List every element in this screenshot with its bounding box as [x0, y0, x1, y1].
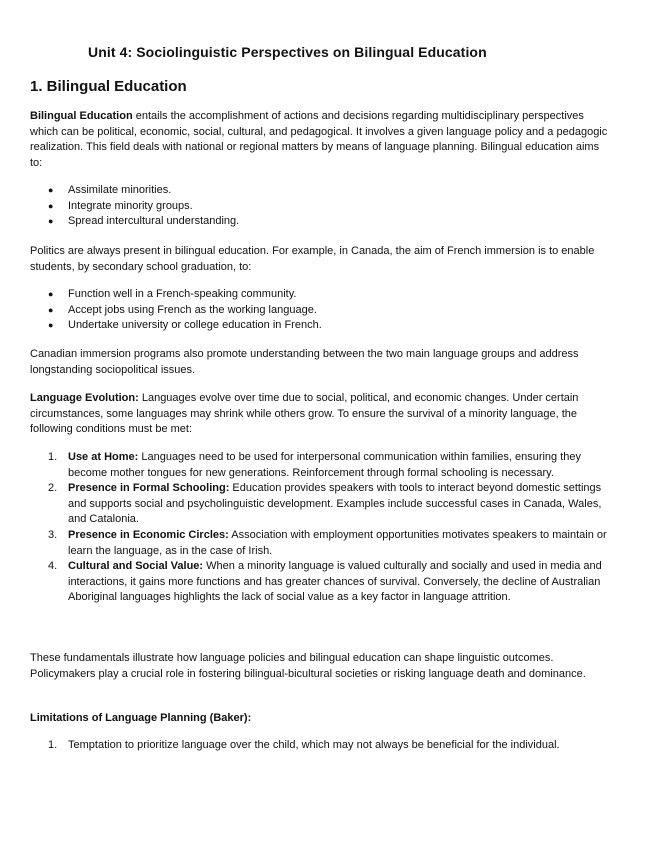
- conditions-list: [30, 450, 608, 606]
- condition-text: Education provides speakers with tools to interact beyond domestic settings and supports social and psycholinguistic development. Examples include successful cases in Canada, Wales, and Catalonia.: [68, 482, 602, 526]
- condition-term: Presence in Formal Schooling:: [68, 482, 230, 495]
- condition-text: Association with employment opportunities motivates speakers to maintain or learn the language, as in the case of Irish.: [68, 528, 607, 557]
- french-goals-list: [30, 287, 608, 334]
- limitations-heading: Limitations of Language Planning (Baker):: [30, 712, 252, 724]
- list-item: ● Undertake university or college education in French.: [30, 318, 608, 334]
- aims-list: [30, 183, 608, 230]
- section-heading: 1. Bilingual Education: [30, 78, 187, 95]
- condition-term: Presence in Economic Circles:: [68, 528, 229, 541]
- canadian-paragraph: Canadian immersion programs also promote understanding between the two main language groups and address longstanding sociopolitical issues.: [30, 348, 579, 376]
- list-item: [30, 559, 608, 606]
- intro-bold-term: Bilingual Education: [30, 110, 133, 122]
- politics-paragraph: Politics are always present in bilingual education. For example, in Canada, the aim of French immersion is to enable students, by secondary school graduation, to:: [30, 245, 595, 273]
- condition-term: Cultural and Social Value:: [68, 560, 204, 573]
- intro-text: entails the accomplishment of actions and decisions regarding multidisciplinary perspectives which can be political, economic, social, cultural, and pedagogical. It involves a given language policy and a pedagogic realization. This field deals with national or regional matters by means of language planning. Bilingual education aims to:: [30, 110, 608, 169]
- limitation-text: Temptation to prioritize language over the child, which may not always be beneficial for the individual.: [68, 739, 560, 751]
- list-item: [30, 450, 608, 481]
- item-number: 2.: [48, 482, 58, 495]
- evolution-bold-term: Language Evolution:: [30, 392, 139, 404]
- list-item: ● Accept jobs using French as the working language.: [30, 303, 608, 319]
- item-number: 1.: [48, 739, 58, 751]
- list-item: ● Spread intercultural understanding.: [30, 214, 608, 230]
- limitations-list: [30, 738, 608, 754]
- condition-term: Use at Home:: [68, 451, 139, 463]
- item-number: 3.: [48, 528, 58, 541]
- evolution-text: Languages evolve over time due to social, political, and economic changes. Under certain circumstances, some languages may shrink while others grow. To ensure the survival of a minority language, the following conditions must be met:: [30, 392, 579, 436]
- intro-paragraph: [30, 109, 610, 171]
- list-item: [30, 528, 608, 559]
- page-title: Unit 4: Sociolinguistic Perspectives on Bilingual Education: [88, 44, 487, 60]
- list-item: ● Integrate minority groups.: [30, 199, 608, 215]
- list-item: ● Function well in a French-speaking community.: [30, 287, 608, 303]
- evolution-paragraph: [30, 391, 610, 438]
- condition-text: When a minority language is valued culturally and socially and used in media and interactions, it gains more functions and has greater chances of survival. Conversely, the decline of Australian Aboriginal languages highlights the lack of social value as a key factor in language attrition.: [68, 560, 602, 604]
- item-number: 1.: [48, 451, 58, 463]
- list-item: ● Assimilate minorities.: [30, 183, 608, 199]
- condition-text: Languages need to be used for interpersonal communication within families, ensuring they become mother tongues for new generations. Reinforcement through formal schooling is necessary.: [68, 451, 582, 479]
- fundamentals-paragraph: These fundamentals illustrate how language policies and bilingual education can shape linguistic outcomes. Policymakers play a crucial role in fostering bilingual-bicultural societies or risking language death and dominance.: [30, 652, 586, 680]
- item-number: 4.: [48, 560, 58, 573]
- list-item: [30, 481, 608, 528]
- list-item: [30, 738, 608, 754]
